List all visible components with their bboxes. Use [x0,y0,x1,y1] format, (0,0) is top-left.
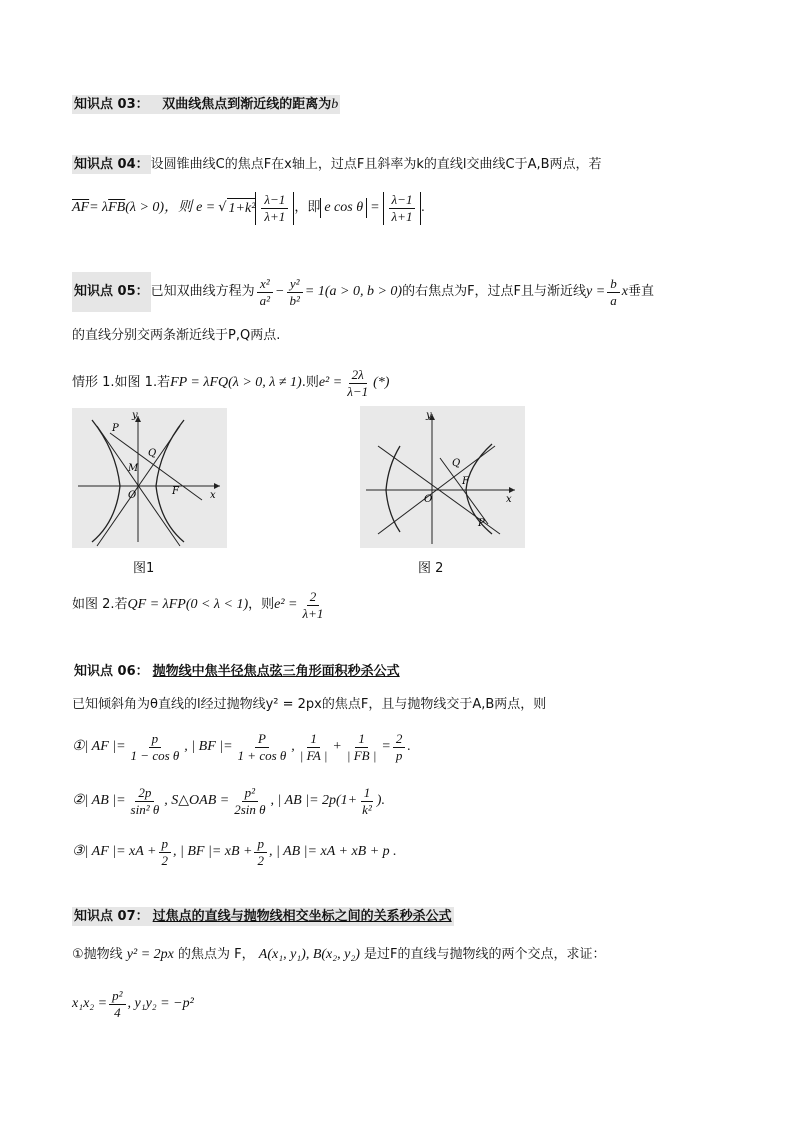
kp06-line1: 已知倾斜角为θ直线的l经过抛物线y² = 2px的焦点F，且与抛物线交于A,B两点，则 [72,697,547,712]
svg-text:P: P [478,518,485,529]
figure-1-caption: 图1 [133,561,155,576]
svg-text:O: O [424,494,433,505]
svg-text:x: x [210,490,216,501]
kp04-formula: $\overline{AF}$ = λ $\overline{FB}$ (λ > 0)，则 e = √ 1+k² $\frac{\lambda-1}{\lambda+1}$ ，即 e cos θ = $\frac{\lambda-1}{\lambda+1}$ . [72,191,425,224]
figure-2 [360,406,525,548]
svg-text:O: O [128,490,137,501]
svg-text:F: F [462,476,469,487]
figure-1 [72,408,227,548]
kp05-tag: 知识点 05： [72,272,151,312]
kp05-case1: 情形 1.如图 1.若 FP = λFQ(λ > 0, λ ≠ 1) .则 e² = $\frac{2\lambda}{\lambda-1}$ (*) [72,366,390,399]
kp04-line1 [72,155,602,175]
svg-text:P: P [112,423,119,434]
kp04-tag: 知识点 04： [74,157,149,172]
kp05-case2: 如图 2.若 QF = λFP(0 < λ < 1) ，则 e² = $\frac{2}{\lambda+1}$ [72,588,324,621]
svg-text:y: y [426,410,432,421]
kp06-heading: 知识点 06： 抛物线中焦半径焦点弦三角形面积秒杀公式 [74,664,400,679]
kp05-line1: 知识点 05： 已知双曲线方程为 $\frac{\text{x²}}{\text{a²}}$ − $\frac{\text{y²}}{\text{b²}}$ = 1(a > 0, b > 0) 的右焦点为F，过点F且与渐近线 y = $\frac{b}{a}$ x 垂直 [72,272,654,312]
kp03-line [72,95,340,115]
kp03-heading: 知识点 03： 双曲线焦点到渐近线的距离为b [74,97,339,112]
svg-text:Q: Q [148,448,157,459]
figure-2-graph [360,406,525,548]
svg-text:x: x [506,494,512,505]
kp04-text: 设圆锥曲线C的焦点F在x轴上，过点F且斜率为k的直线l交曲线C于A,B两点，若 [150,157,602,172]
figure-1-graph [72,408,227,548]
kp07-heading: 知识点 07： 过焦点的直线与抛物线相交坐标之间的关系秒杀公式 [74,909,452,924]
svg-text:Q: Q [452,458,461,469]
svg-text:F: F [172,486,179,497]
kp06-formula-2: ②| AB |= $\frac{2p}{\text{sin² θ}}$ , S△OAB = $\frac{\text{p²}}{\text{2sin θ}}$ , | AB |= 2p(1+ $\frac{1}{\text{k²}}$ ). [72,784,385,817]
svg-text:M: M [128,463,139,474]
figure-2-caption: 图 2 [418,561,444,576]
kp06-formula-1: ①| AF |= $\frac{p}{\text{1 − cos θ}}$ , | BF |= $\frac{P}{\text{1 + cos θ}}$ , $\frac{1}{| FA |}$ + $\frac{1}{| FB |}$ = $\frac{2}{p}$ . [72,730,411,763]
fig1-y-label: y [132,410,138,421]
kp06-formula-3: ③| AF |= xA + $\frac{p}{2}$ , | BF |= xB + $\frac{p}{2}$ , | AB |= xA + xB + p . [72,835,397,868]
kp05-line2: 的直线分别交两条渐近线于P,Q两点. [72,328,281,343]
kp07-line1: ①抛物线 y² = 2px 的焦点为 F， A(x₁, y₁), B(x₂, y₂) 是过F的直线与抛物线的两个交点，求证： [72,947,606,962]
kp07-result: x₁x₂ = $\frac{\text{p²}}{4}$ , y₁y₂ = −p² [72,987,194,1020]
